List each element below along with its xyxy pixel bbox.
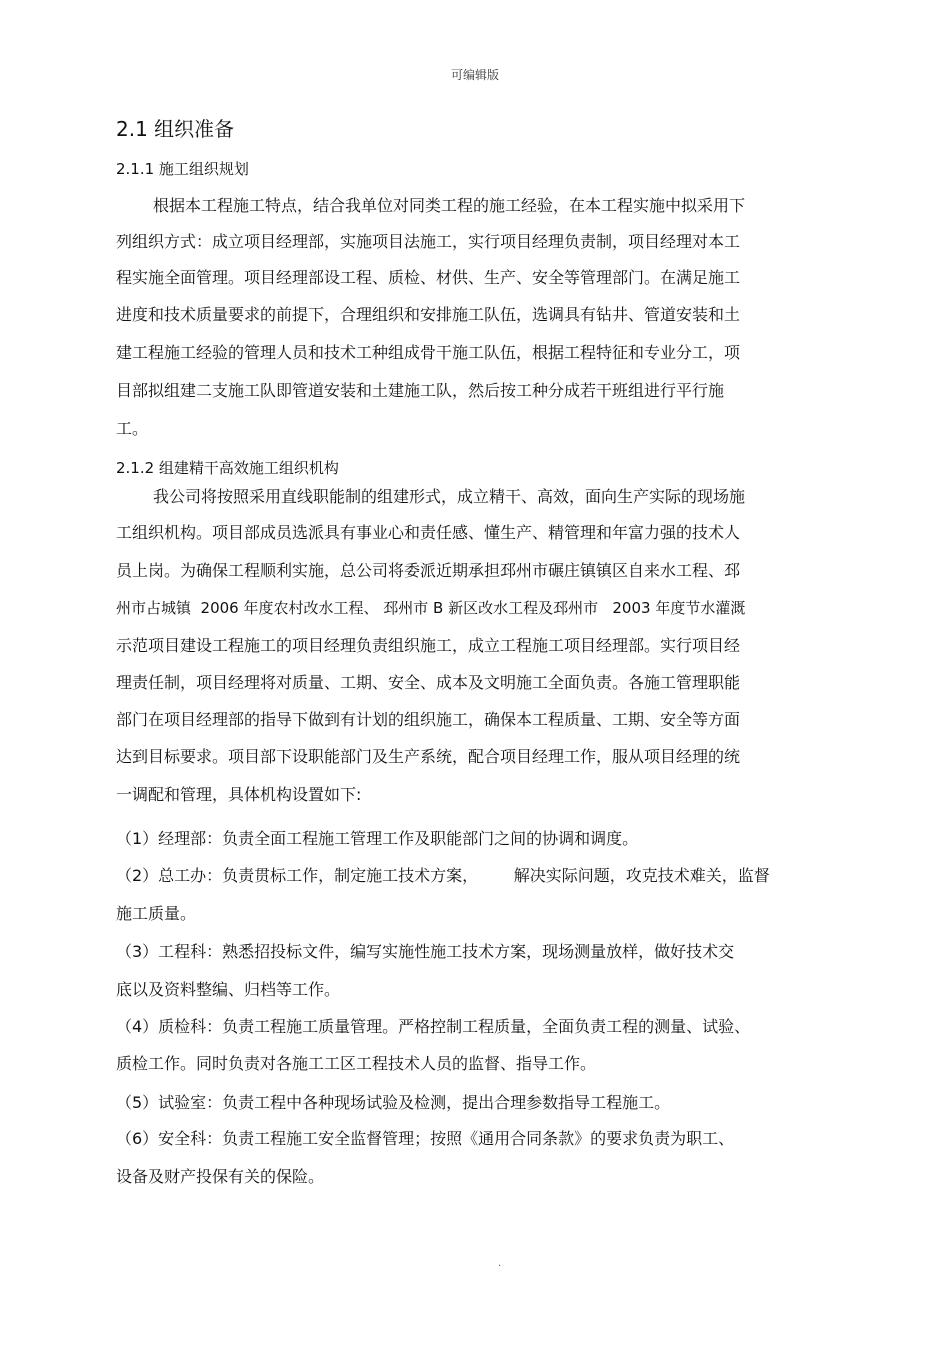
text-line: 员上岗。为确保工程顺利实施，总公司将委派近期承担邳州市碾庄镇镇区自来水工程、邳 xyxy=(116,561,741,580)
list-item-continuation: 施工质量。 xyxy=(116,904,197,923)
page-header: 可编辑版 xyxy=(450,68,499,82)
text-line: 州市占城镇 2006 年度农村改水工程、 邳州市 B 新区改水工程及邳州市 2003 年度节水灌溉 xyxy=(116,599,746,617)
list-item: （3）工程科：熟悉招投标文件，编写实施性施工技术方案，现场测量放样，做好技术交 xyxy=(116,942,735,961)
list-item-continuation: 底以及资料整编、归档等工作。 xyxy=(116,980,341,999)
text-line: 进度和技术质量要求的前提下，合理组织和安排施工队伍，选调具有钻井、管道安装和土 xyxy=(116,305,741,324)
page-footer: . xyxy=(498,1258,502,1269)
text-line: 部门在项目经理部的指导下做到有计划的组织施工，确保本工程质量、工期、安全等方面 xyxy=(116,710,741,729)
text-line: 一调配和管理，具体机构设置如下: xyxy=(116,785,362,804)
text-line: 我公司将按照采用直线职能制的组建形式，成立精干、高效，面向生产实际的现场施 xyxy=(153,487,746,506)
list-item-continuation: 设备及财产投保有关的保险。 xyxy=(116,1167,325,1186)
text-line: 达到目标要求。项目部下设职能部门及生产系统，配合项目经理工作，服从项目经理的统 xyxy=(116,747,741,766)
text-line: 程实施全面管理。项目经理部设工程、质检、材供、生产、安全等管理部门。在满足施工 xyxy=(116,268,741,287)
text-line: 理责任制，项目经理将对质量、工期、安全、成本及文明施工全面负责。各施工管理职能 xyxy=(116,673,741,692)
text-line: 列组织方式：成立项目经理部，实施项目法施工，实行项目经理负责制，项目经理对本工 xyxy=(116,232,741,251)
text-line: 工。 xyxy=(116,419,149,438)
list-item-continuation: 质检工作。同时负责对各施工工区工程技术人员的监督、指导工作。 xyxy=(116,1054,597,1073)
text-line: 示范项目建设工程施工的项目经理负责组织施工，成立工程施工项目经理部。实行项目经 xyxy=(116,636,741,655)
text-line: 建工程施工经验的管理人员和技术工种组成骨干施工队伍，根据工程特征和专业分工，项 xyxy=(116,343,741,362)
subsection-title-1: 2.1.1 施工组织规划 xyxy=(116,160,249,178)
text-line: 根据本工程施工特点，结合我单位对同类工程的施工经验，在本工程实施中拟采用下 xyxy=(153,196,746,215)
list-item: （5）试验室：负责工程中各种现场试验及检测，提出合理参数指导工程施工。 xyxy=(116,1093,671,1112)
text-line: 目部拟组建二支施工队即管道安装和土建施工队，然后按工种分成若干班组进行平行施 xyxy=(116,381,725,400)
list-item: （1）经理部：负责全面工程施工管理工作及职能部门之间的协调和调度。 xyxy=(116,829,639,848)
list-item: （4）质检科：负责工程施工质量管理。严格控制工程质量，全面负责工程的测量、试验、 xyxy=(116,1017,751,1036)
section-title: 2.1 组织准备 xyxy=(116,117,235,141)
text-line: 工组织机构。项目部成员选派具有事业心和责任感、懂生产、精管理和年富力强的技术人 xyxy=(116,523,741,542)
list-item: （6）安全科：负责工程施工安全监督管理；按照《通用合同条款》的要求负责为职工、 xyxy=(116,1129,735,1148)
list-item: （2）总工办：负责贯标工作，制定施工技术方案， 解决实际问题，攻克技术难关，监督 xyxy=(116,866,770,885)
subsection-title-2: 2.1.2 组建精干高效施工组织机构 xyxy=(116,459,339,477)
